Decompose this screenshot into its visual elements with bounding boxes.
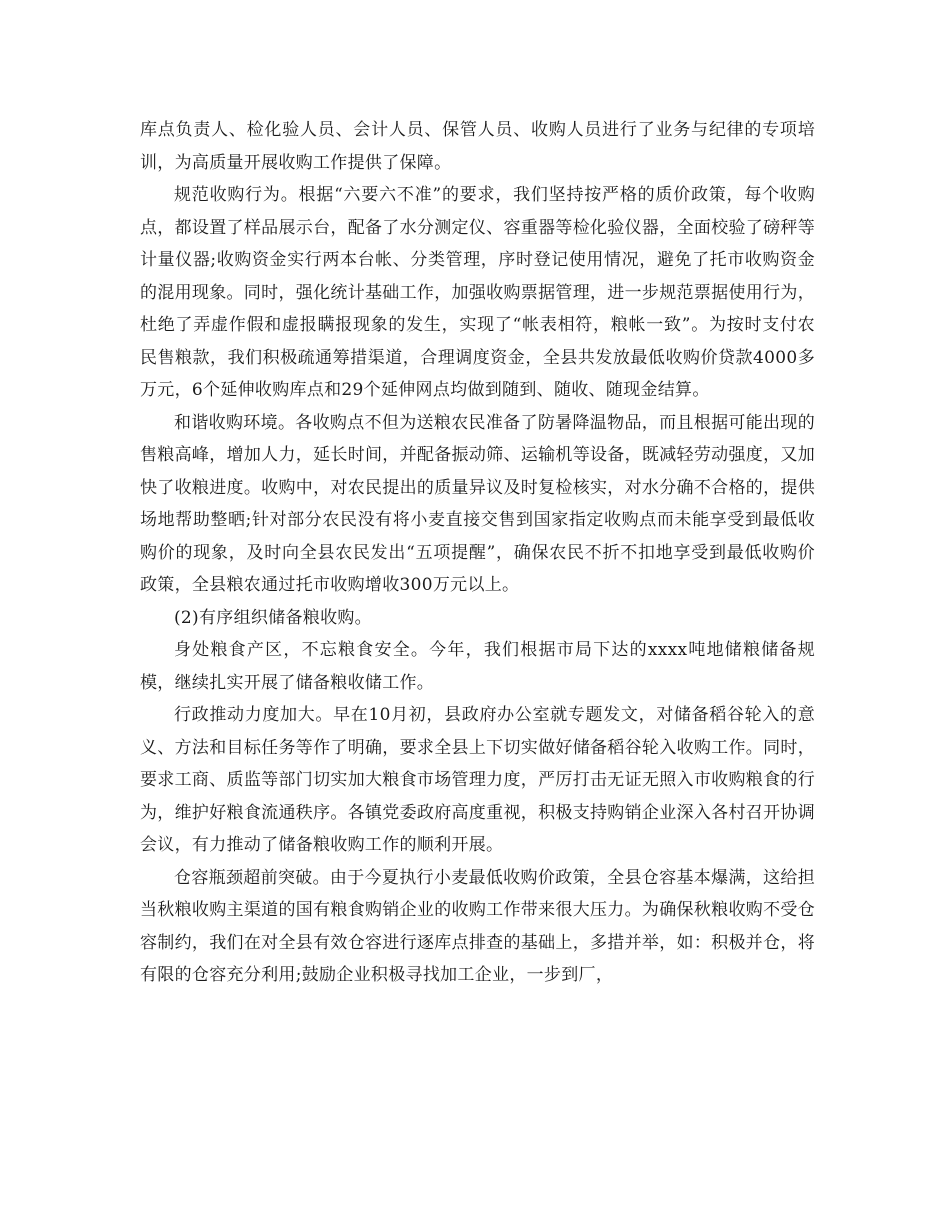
section-heading-reserve-grain: (2)有序组织储备粮收购。 (174, 607, 372, 628)
paragraph-storage-bottleneck: 仓容瓶颈超前突破。由于今夏执行小麦最低收购价政策，全县仓容基本爆满，这给担当秋粮收购主渠道的国有粮食购销企业的收购工作带来很大压力。为确保秋粮收购不受仓容制约，我们在对全县有效仓容进行逐库点排查的基础上，多措并举，如：积极并仓，将有限的仓容充分利用;鼓励企业积极寻找加工企业，一步到厂， (140, 867, 815, 985)
paragraph-harmonious-environment: 和谐收购环境。各收购点不但为送粮农民准备了防暑降温物品，而且根据可能出现的售粮高峰，增加人力，延长时间，并配备振动筛、运输机等设备，既减轻劳动强度，又加快了收粮进度。收购中，对农民提出的质量异议及时复检核实，对水分确不合格的，提供场地帮助整晒;针对部分农民没有将小麦直接交售到国家指定收购点而未能享受到最低收购价的现象，及时向全县农民发出“五项提醒”，确保农民不折不扣地享受到最低收购价政策，全县粮农通过托市收购增收300万元以上。 (140, 412, 815, 595)
paragraph-standardize-purchasing: 规范收购行为。根据“六要六不准”的要求，我们坚持按严格的质价政策，每个收购点，都设置了样品展示台，配备了水分测定仪、容重器等检化验仪器，全面校验了磅秤等计量仪器;收购资金实行两本台帐、分类管理，序时登记使用情况，避免了托市收购资金的混用现象。同时，强化统计基础工作，加强收购票据管理，进一步规范票据使用行为，杜绝了弄虚作假和虚报瞒报现象的发生，实现了“帐表相符，粮帐一致”。为按时支付农民售粮款，我们积极疏通筹措渠道，合理调度资金，全县共发放最低收购价贷款4000多万元，6个延伸收购库点和29个延伸网点均做到随到、随收、随现金结算。 (140, 185, 815, 400)
paragraph-training: 库点负责人、检化验人员、会计人员、保管人员、收购人员进行了业务与纪律的专项培训，为高质量开展收购工作提供了保障。 (140, 120, 815, 173)
paragraph-grain-security: 身处粮食产区，不忘粮食安全。今年，我们根据市局下达的xxxx吨地储粮储备规模，继续扎实开展了储备粮收储工作。 (140, 640, 815, 693)
paragraph-administrative-push: 行政推动力度加大。早在10月初，县政府办公室就专题发文，对储备稻谷轮入的意义、方法和目标任务等作了明确，要求全县上下切实做好储备稻谷轮入收购工作。同时，要求工商、质监等部门切实加大粮食市场管理力度，严厉打击无证无照入市收购粮食的行为，维护好粮食流通秩序。各镇党委政府高度重视，积极支持购销企业深入各村召开协调会议，有力推动了储备粮收购工作的顺利开展。 (140, 705, 815, 855)
document-body (140, 114, 815, 992)
